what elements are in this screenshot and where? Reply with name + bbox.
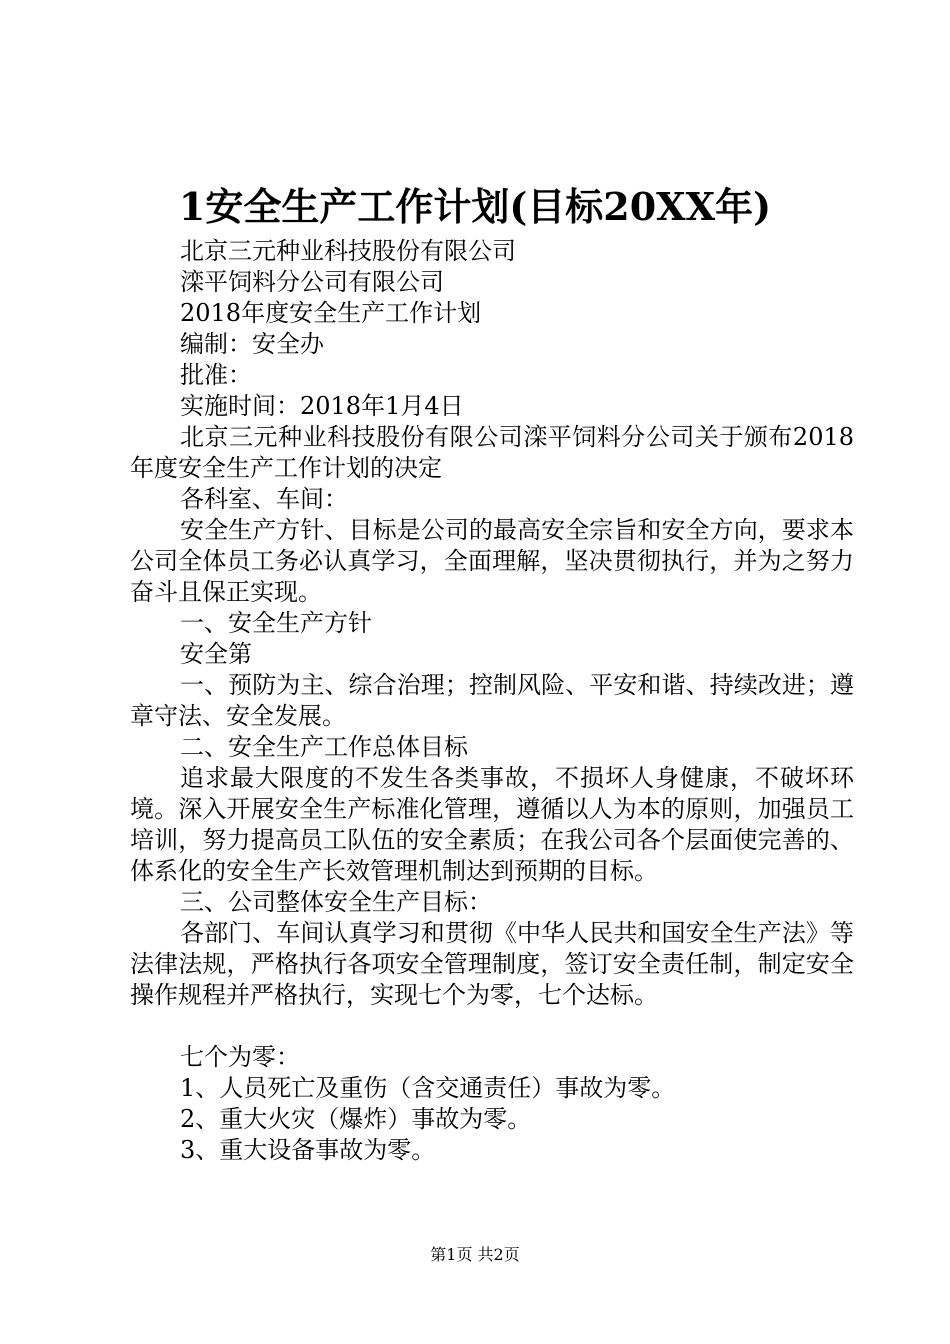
compiled-by: 编制：安全办 [180,330,324,358]
section1-line: 安全第 [180,640,252,668]
approved-by: 批准： [180,361,252,389]
section3-paragraph: 各部门、车间认真学习和贯彻《中华人民共和国安全生产法》等法律法规，严格执行各项安全管理制度，签订安全责任制，制定安全操作规程并严格执行，实现七个为零，七个达标。 [130,919,854,1009]
list-item: 3、重大设备事故为零。 [180,1136,436,1164]
section1-paragraph: 一、预防为主、综合治理；控制风险、平安和谐、持续改进；遵章守法、安全发展。 [130,671,854,730]
document-title: 1安全生产工作计划(目标20XX年) [178,184,772,229]
intro-paragraph: 安全生产方针、目标是公司的最高安全宗旨和安全方向，要求本公司全体员工务必认真学习，全面理解，坚决贯彻执行，并为之努力奋斗且保正实现。 [130,516,854,606]
plan-name: 2018年度安全生产工作计划 [180,299,482,327]
section2-paragraph: 追求最大限度的不发生各类事故，不损坏人身健康，不破坏环境。深入开展安全生产标准化管理，遵循以人为本的原则，加强员工培训，努力提高员工队伍的安全素质；在我公司各个层面使完善的、体系化的安全生产长效管理机制达到预期的目标。 [130,764,854,885]
company-name: 北京三元种业科技股份有限公司 [180,237,516,265]
section2-heading: 二、安全生产工作总体目标 [180,733,468,761]
list-item: 2、重大火灾（爆炸）事故为零。 [180,1105,532,1133]
section3-heading: 三、公司整体安全生产目标： [180,888,492,916]
section1-heading: 一、安全生产方针 [180,609,372,637]
blank-line [130,1011,854,1042]
list-item: 1、人员死亡及重伤（含交通责任）事故为零。 [180,1074,676,1102]
effective-date: 实施时间：2018年1月4日 [180,392,464,420]
document-body [130,236,854,1166]
addressee: 各科室、车间： [180,485,348,513]
decision-title: 北京三元种业科技股份有限公司滦平饲料分公司关于颁布2018年度安全生产工作计划的决定 [130,423,854,482]
page-footer: 第1页 共2页 [430,1245,520,1264]
seven-zero-heading: 七个为零： [180,1043,300,1071]
branch-name: 滦平饲料分公司有限公司 [180,268,444,296]
